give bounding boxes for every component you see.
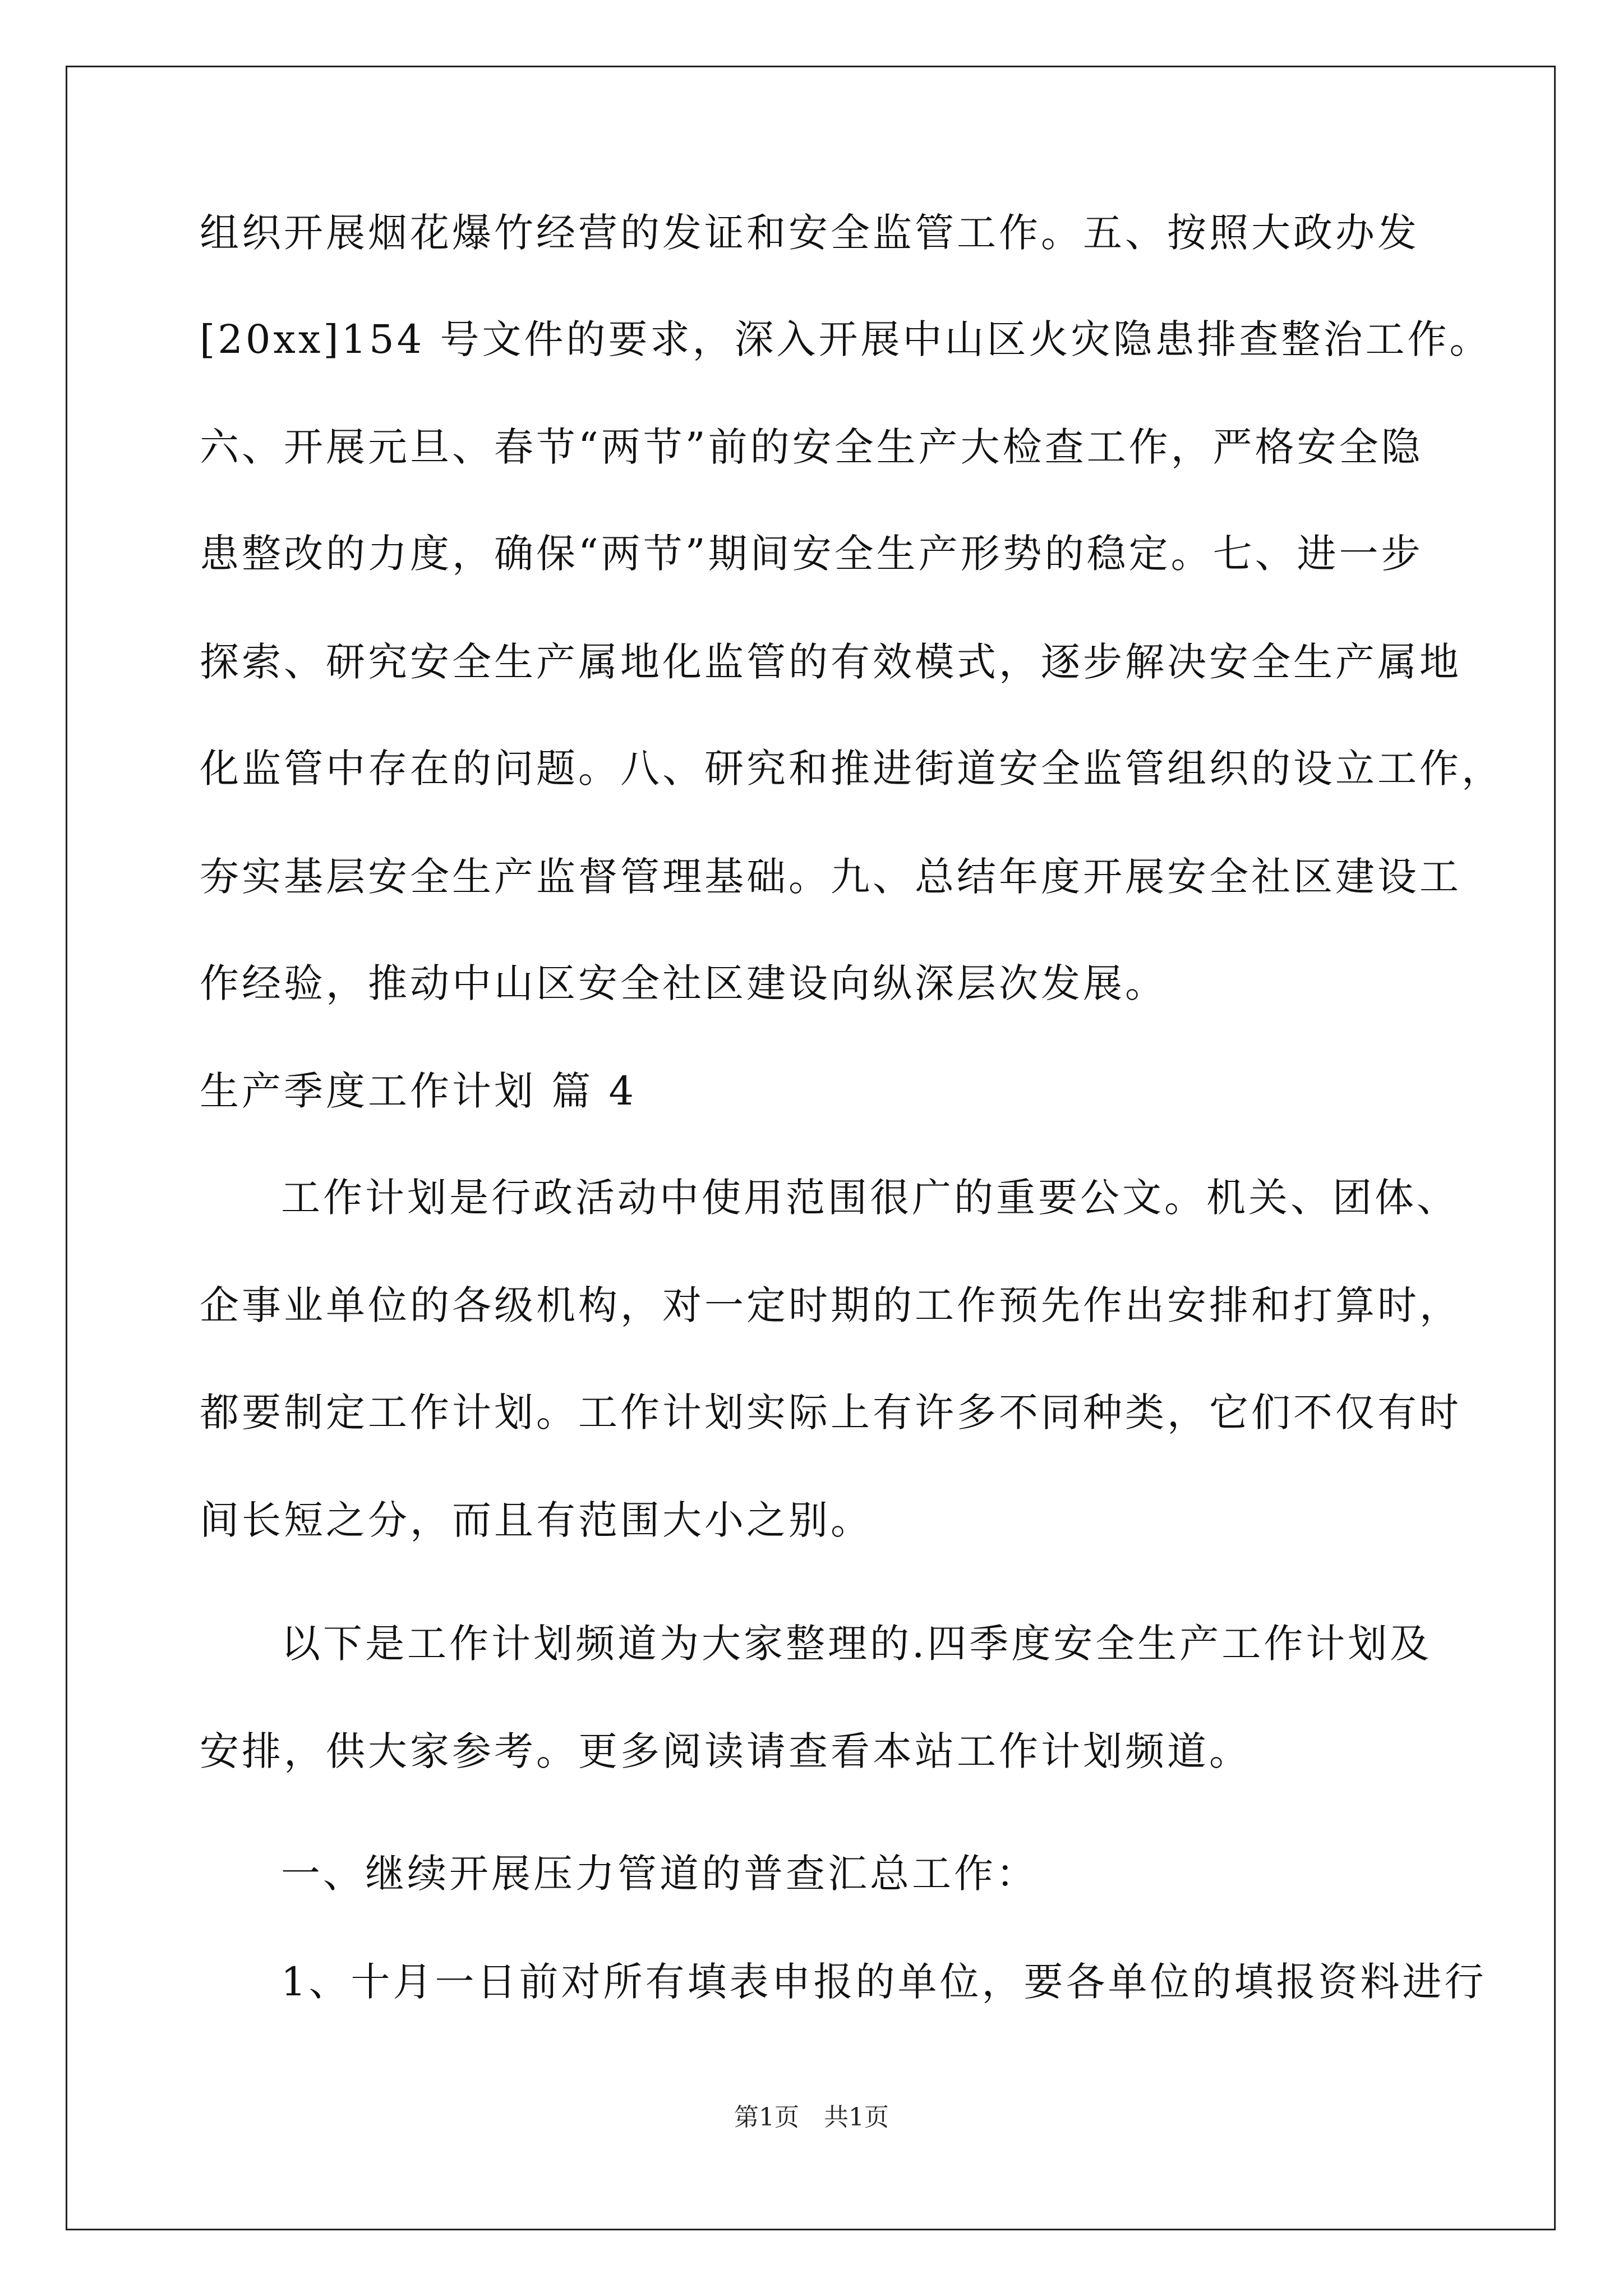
paragraph-line-3: 六、开展元旦、春节“两节”前的安全生产大检查工作，严格安全隐 [200,424,1423,470]
section-heading: 生产季度工作计划 篇 4 [200,1068,637,1114]
paragraph-line-17: 1、十月一日前对所有填表申报的单位，要各单位的填报资料进行 [281,1959,1487,2005]
paragraph-line-2: [20xx]154 号文件的要求，深入开展中山区火灾隐患排查整治工作。 [200,316,1492,362]
paragraph-line-13: 间长短之分，而且有范围大小之别。 [200,1497,873,1543]
paragraph-line-11: 企事业单位的各级机构，对一定时期的工作预先作出安排和打算时， [200,1282,1461,1328]
paragraph-line-12: 都要制定工作计划。工作计划实际上有许多不同种类，它们不仅有时 [200,1389,1461,1435]
paragraph-line-15: 安排，供大家参考。更多阅读请查看本站工作计划频道。 [200,1728,1251,1774]
paragraph-line-1: 组织开展烟花爆竹经营的发证和安全监管工作。五、按照大政办发 [200,210,1419,256]
paragraph-line-14: 以下是工作计划频道为大家整理的.四季度安全生产工作计划及 [281,1621,1432,1667]
paragraph-line-7: 夯实基层安全生产监督管理基础。九、总结年度开展安全社区建设工 [200,854,1461,900]
page-border [66,66,1556,2230]
paragraph-line-10: 工作计划是行政活动中使用范围很广的重要公文。机关、团体、 [281,1175,1459,1221]
paragraph-line-8: 作经验，推动中山区安全社区建设向纵深层次发展。 [200,960,1167,1006]
paragraph-line-16: 一、继续开展压力管道的普查汇总工作： [281,1851,1038,1897]
page-number-footer: 第1页 共1页 [734,2103,889,2132]
paragraph-line-6: 化监管中存在的问题。八、研究和推进街道安全监管组织的设立工作， [200,746,1504,792]
paragraph-line-5: 探索、研究安全生产属地化监管的有效模式，逐步解决安全生产属地 [200,639,1461,685]
paragraph-line-4: 患整改的力度，确保“两节”期间安全生产形势的稳定。七、进一步 [200,531,1423,577]
